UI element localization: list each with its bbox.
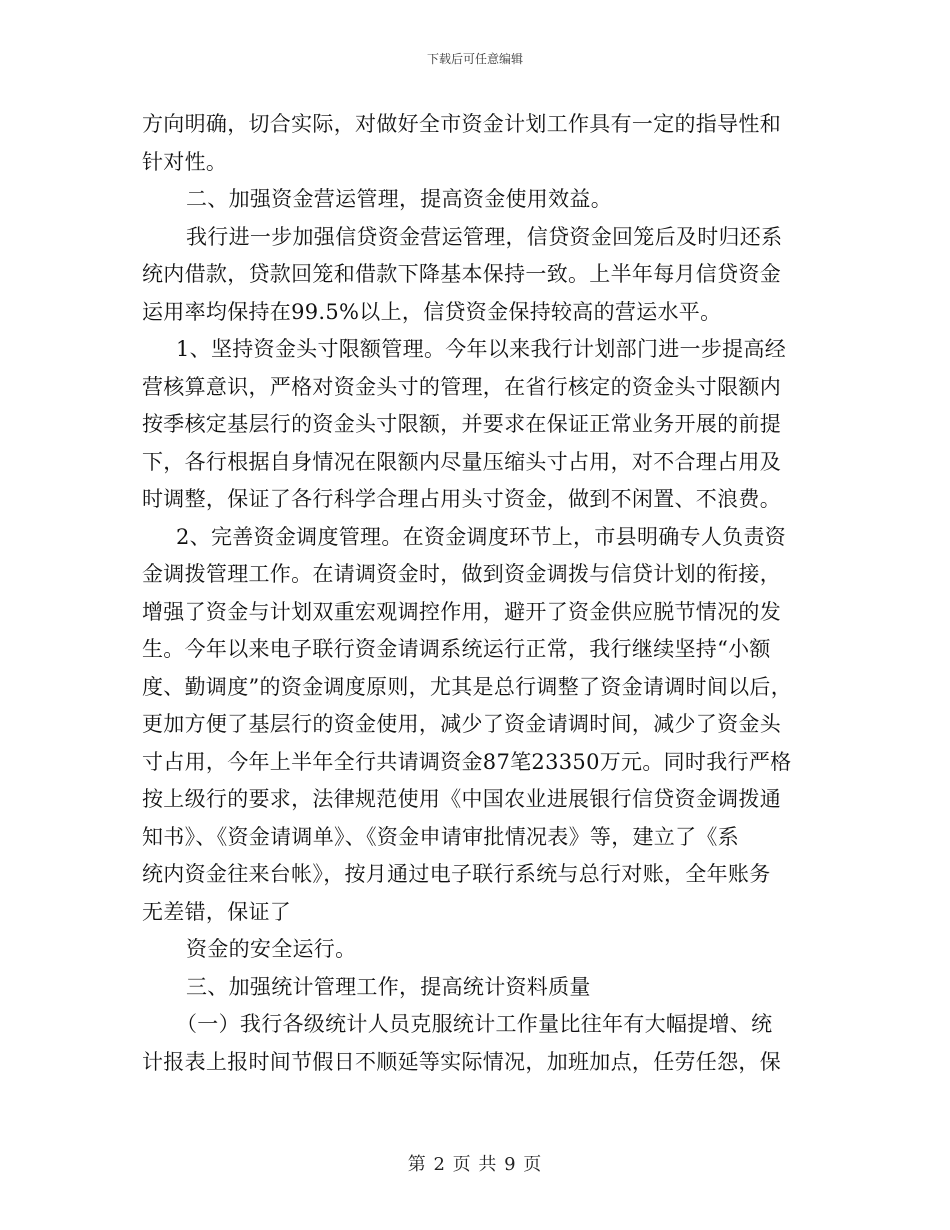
- body-line: 下，各行根据自身情况在限额内尽量压缩头寸占用，对不合理占用及: [142, 449, 781, 474]
- body-line: 统内资金往来台帐》，按月通过电子联行系统与总行对账，全年账务: [142, 862, 771, 886]
- page-number: 第 2 页 共 9 页: [407, 1154, 543, 1175]
- body-line: 2、完善资金调度管理。在资金调度环节上，市县明确专人负责资: [176, 524, 787, 549]
- body-line: 我行进一步加强信贷资金营运管理，信贷资金回笼后及时归还系: [186, 224, 783, 249]
- section-heading: 二、加强资金营运管理，提高资金使用效益。: [186, 187, 612, 211]
- body-line: 增强了资金与计划双重宏观调控作用，避开了资金供应脱节情况的发: [142, 599, 781, 624]
- body-line: 运用率均保持在99.5%以上，信贷资金保持较高的营运水平。: [142, 299, 722, 324]
- body-line: 按上级行的要求，法律规范使用《中国农业进展银行信贷资金调拨通: [142, 787, 781, 811]
- body-line: 寸占用，今年上半年全行共请调资金87笔23350万元。同时我行严格: [142, 749, 792, 774]
- body-line: 金调拨管理工作。在请调资金时，做到资金调拨与信贷计划的衔接，: [142, 562, 781, 586]
- body-line: 生。今年以来电子联行资金请调系统运行正常，我行继续坚持“小额: [142, 637, 771, 661]
- body-line: 计报表上报时间节假日不顺延等实际情况，加班加点，任劳任怨，保: [142, 1049, 781, 1074]
- document-body: [142, 106, 802, 1081]
- body-line: 营核算意识，严格对资金头寸的管理，在省行核定的资金头寸限额内: [142, 374, 781, 399]
- body-line: 统内借款，贷款回笼和借款下降基本保持一致。上半年每月信贷资金: [142, 262, 781, 286]
- body-line: 度、勤调度”的资金调度原则，尤其是总行调整了资金请调时间以后，: [142, 674, 793, 699]
- body-line: 无差错，保证了: [142, 899, 292, 924]
- body-line: 资金的安全运行。: [186, 937, 357, 961]
- body-line: 方向明确，切合实际，对做好全市资金计划工作具有一定的指导性和: [142, 112, 781, 136]
- body-line: 按季核定基层行的资金头寸限额，并要求在保证正常业务开展的前提: [142, 412, 781, 436]
- section-heading: 三、加强统计管理工作，提高统计资料质量: [186, 974, 591, 999]
- body-line: 针对性。: [142, 149, 228, 174]
- body-line: 时调整，保证了各行科学合理占用头寸资金，做到不闲置、不浪费。: [142, 487, 781, 511]
- body-line: 1、坚持资金头寸限额管理。今年以来我行计划部门进一步提高经: [176, 337, 787, 361]
- body-line: （一）我行各级统计人员克服统计工作量比往年有大幅提增、统: [176, 1012, 773, 1036]
- page-header-note: 下载后可任意编辑: [426, 52, 523, 66]
- body-line: 知书》、《资金请调单》、《资金申请审批情况表》等，建立了《系: [142, 824, 739, 849]
- body-line: 更加方便了基层行的资金使用，减少了资金请调时间，减少了资金头: [142, 712, 781, 736]
